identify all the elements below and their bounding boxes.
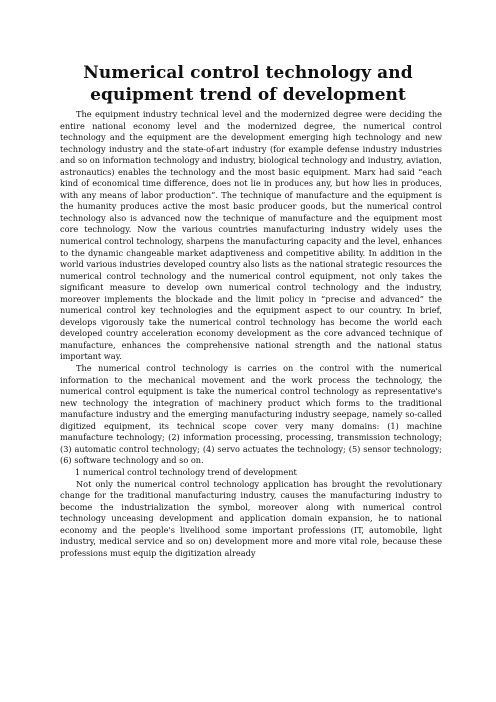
paragraph-intro: The equipment industry technical level and the modernized degree were deciding the entire national economy level and the modernized degree, the numerical control technology and the equipment are the development emerging high technology and new technology industry and the state-of-art industry (for example defense industry industries and so on information technology and industry, biological technology and industry, aviation, astronautics) enables the technology and the most basic equipment. Marx had said “each kind of economical time difference, does not lie in produces any, but how lies in produces, with any means of labor production”. The technique of manufacture and the equipment is the humanity produces active the most basic producer goods, but the numerical control technology also is advanced now the technique of manufacture and the equipment most core technology. Now the various countries manufacturing industry widely uses the numerical control technology, sharpens the manufacturing capacity and the level, enhances to the dynamic changeable market adaptiveness and competitive ability. In addition in the world various industries developed country also lists as the national strategic resources the numerical control technology and the numerical control equipment, not only takes the significant measure to develop own numerical control technology and the industry, moreover implements the blockade and the limit policy in “precise and advanced” the numerical control key technologies and the equipment aspect to our country. In brief, develops vigorously take the numerical control technology has become the world each developed country acceleration economy development as the core advanced technique of manufacture, enhances the comprehensive national strength and the national status important way.: [60, 109, 442, 362]
document-body: [60, 109, 442, 559]
section-heading: 1 numerical control technology trend of development: [75, 466, 297, 477]
paragraph-section-1: Not only the numerical control technology application has brought the revolutionary change for the traditional manufacturing industry, causes the manufacturing industry to become the industrialization the symbol, moreover along with numerical control technology unceasing development and application domain expansion, he to national economy and the people's livelihood some important professions (IT, automobile, light industry, medical service and so on) development more and more vital role, because these professions must equip the digitization already: [60, 478, 442, 558]
page-title: Numerical control technology and equipment trend of development: [83, 63, 413, 105]
paragraph-definition: The numerical control technology is carries on the control with the numerical information to the mechanical movement and the work process the technology, the numerical control equipment is take the numerical control technology as representative's new technology the integration of machinery product which forms to the traditional manufacture industry and the emerging manufacturing industry seepage, namely so-called digitized equipment, its technical scope cover very many domains: (1) machine manufacture technology; (2) information processing, processing, transmission technology; (3) automatic control technology; (4) servo actuates the technology; (5) sensor technology; (6) software technology and so on.: [60, 363, 442, 466]
